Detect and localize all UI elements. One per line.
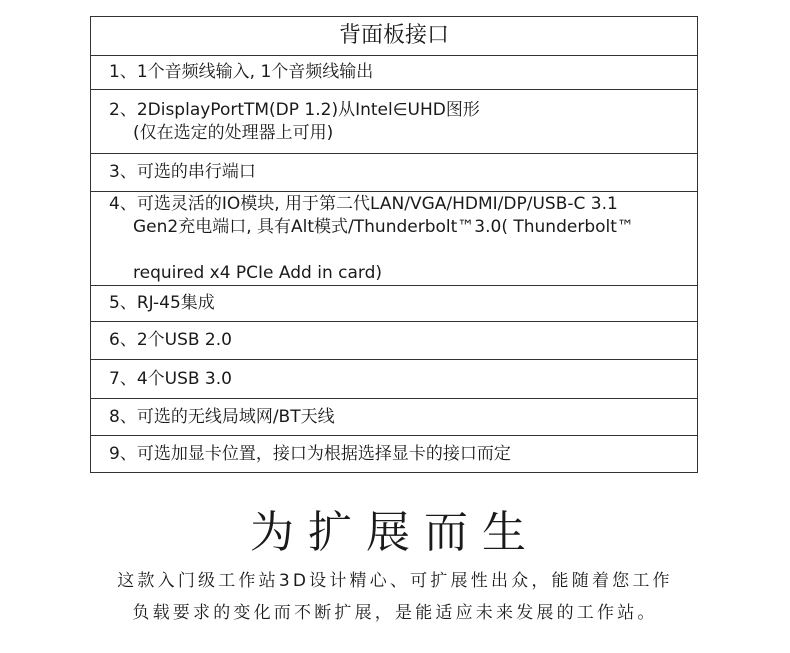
row-line: required x4 PCIe Add in card) [133,262,383,283]
rear-panel-interface-table [90,16,698,473]
table-row [91,436,697,472]
row-text: 9、可选加显卡位置，接口为根据选择显卡的接口而定 [109,443,511,464]
row-text: 8、可选的无线局域网/BT天线 [109,406,335,427]
row-text [109,170,634,308]
table-row [91,399,697,436]
row-text [109,76,480,168]
slogan-heading: 为扩展而生 [250,507,540,558]
row-line: 2、2DisplayPortTM(DP 1.2)从Intel∈UHD图形 [109,99,480,120]
row-line: (仅在选定的处理器上可用) [133,122,334,143]
row-text: 6、2个USB 2.0 [109,330,232,350]
table-row [91,192,697,286]
row-line: Gen2充电端口, 具有Alt模式/Thunderbolt™3.0( Thunderbolt™ [133,216,634,237]
row-text: 1、1个音频线输入, 1个音频线输出 [109,62,374,82]
description-line: 这款入门级工作站3D设计精心、可扩展性出众，能随着您工作 [117,571,673,591]
table-row [91,360,697,399]
row-text: 7、4个USB 3.0 [109,368,232,389]
row-text: 3、可选的串行端口 [109,162,256,182]
row-text: 5、RJ-45集成 [109,293,215,313]
table-row [91,322,697,360]
table-row [91,90,697,154]
description-line: 负载要求的变化而不断扩展，是能适应未来发展的工作站。 [132,603,658,623]
row-line: 4、可选灵活的IO模块, 用于第二代LAN/VGA/HDMI/DP/USB-C 3.1 [109,193,618,214]
table-title: 背面板接口 [91,17,697,56]
